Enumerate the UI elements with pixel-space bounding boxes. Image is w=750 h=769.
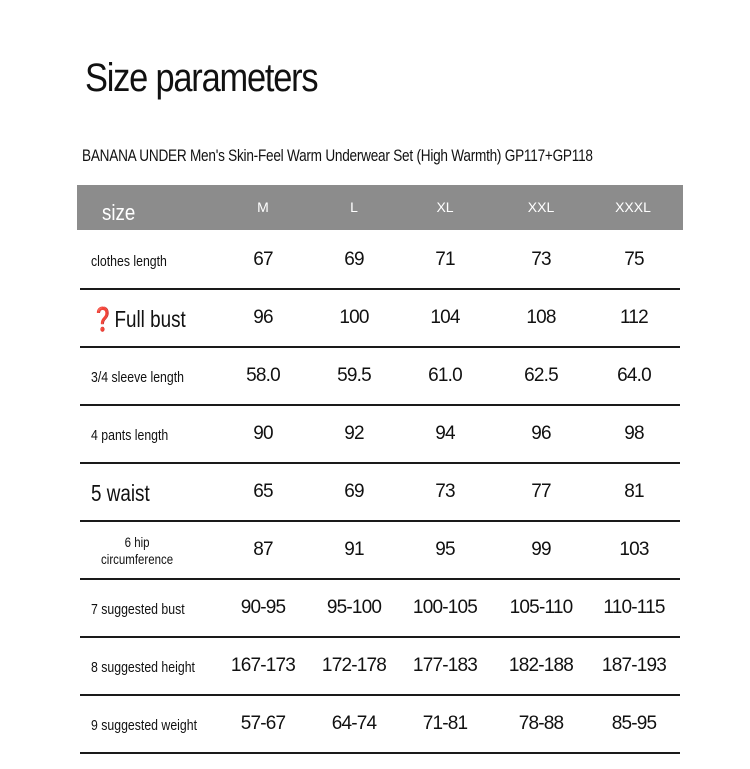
cell-value: 100 (339, 307, 369, 328)
cell-value: 90-95 (240, 597, 286, 618)
cell-value: 59.5 (337, 365, 371, 386)
cell-value: 91 (344, 539, 364, 560)
cell-value: 73 (435, 481, 455, 502)
cell-value: 172-178 (321, 655, 387, 676)
header-size-xxl: XXL (527, 199, 555, 215)
row-label: 7 suggested bust (91, 600, 185, 618)
cell-value: 110-115 (603, 597, 665, 618)
cell-value: 100-105 (412, 597, 478, 618)
cell-value: 104 (430, 307, 460, 328)
cell-value: 64-74 (331, 713, 377, 734)
cell-value: 167-173 (230, 655, 296, 676)
row-label: 9 suggested weight (91, 716, 197, 734)
row-label: 8 suggested height (91, 658, 195, 676)
cell-value: 105-110 (509, 597, 573, 618)
cell-value: 71 (435, 249, 455, 270)
table-row-clothes-length (80, 232, 680, 290)
row-label: clothes length (91, 252, 167, 270)
cell-value: 77 (531, 481, 551, 502)
header-size-xl: XL (436, 199, 454, 215)
header-size-m: M (257, 199, 269, 215)
cell-value: 78-88 (518, 713, 564, 734)
cell-value: 187-193 (601, 655, 667, 676)
table-row-waist (80, 464, 680, 522)
table-row-suggested-weight (80, 696, 680, 754)
cell-value: 98 (624, 423, 644, 444)
cell-value: 75 (624, 249, 644, 270)
table-header (77, 185, 683, 230)
cell-value: 112 (620, 307, 648, 328)
cell-value: 58.0 (246, 365, 280, 386)
header-size-xxxl: XXXL (615, 199, 651, 215)
row-label: 5 waist (91, 479, 150, 506)
table-row-suggested-height (80, 638, 680, 696)
cell-value: 81 (624, 481, 644, 502)
row-label: 4 pants length (91, 426, 169, 444)
cell-value: 95 (435, 539, 455, 560)
cell-value: 69 (344, 481, 364, 502)
cell-value: 62.5 (524, 365, 558, 386)
cell-value: 64.0 (617, 365, 651, 386)
cell-value: 65 (253, 481, 273, 502)
row-label: 3/4 sleeve length (91, 368, 185, 386)
table-row-full-bust (80, 290, 680, 348)
table-row-pants-length (80, 406, 680, 464)
cell-value: 90 (253, 423, 273, 444)
cell-value: 96 (253, 307, 273, 328)
cell-value: 95-100 (326, 597, 382, 618)
cell-value: 94 (435, 423, 455, 444)
cell-value: 85-95 (611, 713, 657, 734)
cell-value: 67 (253, 249, 273, 270)
product-name: BANANA UNDER Men's Skin-Feel Warm Underwear Set (High Warmth) GP117+GP118 (82, 146, 593, 165)
header-size-l: L (350, 199, 358, 215)
cell-value: 182-188 (508, 655, 574, 676)
cell-value: 87 (253, 539, 273, 560)
cell-value: 71-81 (422, 713, 468, 734)
cell-value: 108 (526, 307, 556, 328)
cell-value: 69 (344, 249, 364, 270)
row-label: ❓Full bust (91, 305, 186, 332)
table-row-hip-circumference (80, 522, 680, 580)
cell-value: 177-183 (412, 655, 478, 676)
cell-value: 57-67 (240, 713, 286, 734)
cell-value: 96 (531, 423, 551, 444)
page-title: Size parameters (85, 56, 318, 100)
cell-value: 73 (531, 249, 551, 270)
cell-value: 103 (619, 539, 649, 560)
cell-value: 61.0 (428, 365, 462, 386)
table-row-sleeve-length (80, 348, 680, 406)
cell-value: 99 (531, 539, 551, 560)
table-row-suggested-bust (80, 580, 680, 638)
header-size-label: size (102, 200, 136, 225)
row-label: 6 hip circumference (101, 534, 174, 567)
cell-value: 92 (344, 423, 364, 444)
